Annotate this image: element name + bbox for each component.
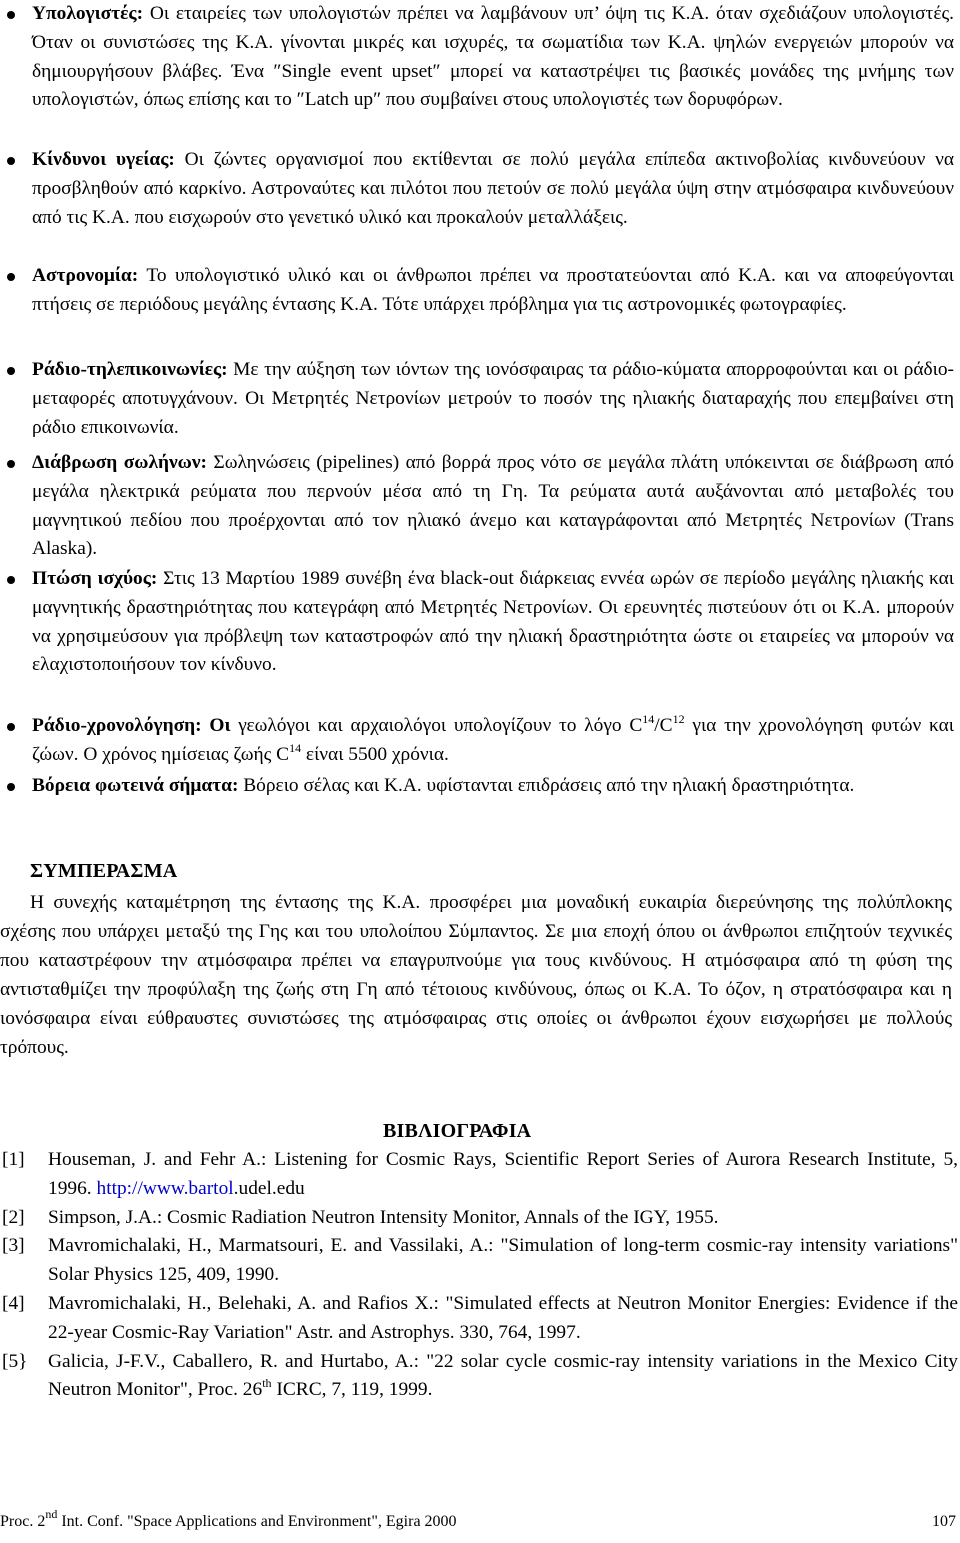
bullet-term: Αστρονομία:	[32, 265, 139, 286]
reference-link-suffix: .udel.edu	[233, 1177, 305, 1199]
superscript: 14	[289, 740, 302, 755]
reference-item	[0, 1232, 958, 1290]
reference-text: Houseman, J. and Fehr A.: Listening for Cosmic Rays, Scientific Report Series of Aurora Research Institute, 5, 1996.	[48, 1149, 958, 1199]
reference-item	[0, 1290, 958, 1348]
bullet-icon	[7, 273, 15, 281]
reference-text: Simpson, J.A.: Cosmic Radiation Neutron Intensity Monitor, Annals of the IGY, 1955.	[48, 1206, 719, 1228]
page-number: 107	[932, 1513, 956, 1530]
footer-text: Int. Conf. "Space Applications and Environment", Egira 2000	[57, 1513, 457, 1530]
reference-number: [4]	[2, 1292, 25, 1314]
conclusion-heading: ΣΥΜΠΕΡΑΣΜΑ	[30, 860, 178, 882]
reference-list	[0, 1146, 958, 1405]
bullet-text: Βόρειο σέλας και Κ.Α. υφίστανται επιδράσεις από την ηλιακή δραστηριότητα.	[238, 775, 855, 796]
footer-text: Proc. 2	[0, 1513, 46, 1530]
bullet-text: Σωληνώσεις (pipelines) από βορρά προς νότο σε μεγάλα πλάτη υπόκεινται σε διάβρωση από μεγάλα ηλεκτρικά ρεύματα που περνούν μέσα από τη Γη. Τα ρεύματα αυτά αυξάνονται από μεταβολές του μαγνητικού πεδίου που προέρχονται από τον ηλιακό άνεμο και καταγράφονται από Μετρητές Νετρονίων (Trans Alaska).	[32, 452, 954, 560]
reference-text: Mavromichalaki, H., Belehaki, A. and Rafios X.: "Simulated effects at Neutron Monitor Energies: Evidence if the 22-year Cosmic-Ray Variation" Astr. and Astrophys. 330, 764, 1997.	[48, 1292, 958, 1343]
list-item-northern-lights	[0, 772, 960, 801]
bullet-text: είναι 5500 χρόνια.	[301, 743, 449, 765]
reference-number: [3]	[2, 1235, 25, 1257]
list-item-astronomy	[0, 262, 960, 320]
reference-number: [2]	[2, 1206, 25, 1228]
bullet-icon	[7, 11, 15, 19]
bullet-term: Βόρεια φωτεινά σήματα:	[32, 775, 239, 796]
superscript: nd	[45, 1507, 58, 1521]
bullet-term: Υπολογιστές:	[32, 3, 144, 24]
superscript: 12	[672, 712, 685, 726]
bullet-text: Με την αύξηση των ιόντων της ιονόσφαιρας τα ράδιο-κύματα απορροφούνται και οι ράδιο-μεταφορές αποτυγχάνουν. Οι Μετρητές Νετρονίων μετρούν το ποσόν της ηλιακής διαταραχής που επεμβαίνει στη ράδιο επικοινωνία.	[32, 359, 954, 438]
reference-number: [5}	[2, 1350, 28, 1372]
bullet-text: γεωλόγοι και αρχαιολόγοι υπολογίζουν το λόγο C	[230, 715, 643, 736]
bibliography-heading: ΒΙΒΛΙΟΓΡΑΦΙΑ	[383, 1120, 532, 1142]
bullet-term: Πτώση ισχύος:	[32, 568, 158, 589]
bullet-term: Κίνδυνοι υγείας:	[32, 149, 175, 170]
reference-item	[0, 1146, 958, 1204]
bullet-icon	[7, 723, 15, 731]
reference-number: [1]	[2, 1149, 25, 1170]
footer-citation	[0, 1507, 457, 1531]
list-item-power-failure	[0, 565, 960, 680]
bullet-term: Διάβρωση σωλήνων:	[32, 452, 207, 473]
conclusion-text: Η συνεχής καταμέτρηση της έντασης της Κ.Α. προσφέρει μια μοναδική ευκαιρία διερεύνησης της πολύπλοκης σχέσης που υπάρχει μεταξύ της Γης και του υπολοίπου Σύμπαντος. Σε μια εποχή όπου οι άνθρωποι επιζητούν τεχνικές που καταστρέφουν την ατμόσφαιρα πρέπει να επαγρυπνούμε για τους κινδύνους. Η ατμόσφαιρα από τη φύση της αντισταθμίζει την προφύλαξη της ζωής στη Γη από τέτοιους κινδύνους, όπως οι Κ.Α. Το όζον, η στρατόσφαιρα και η ιονόσφαιρα είναι εύθραυστες συνιστώσες της ατμόσφαιρας στις οποίες οι άνθρωποι έχουν εισχωρήσει με πολλούς τρόπους.	[0, 892, 952, 1058]
reference-text: Galicia, J-F.V., Caballero, R. and Hurtabo, A.: "22 solar cycle cosmic-ray intensity variations in the Mexico City Neutron Monitor", Proc. 26	[48, 1350, 958, 1401]
bullet-text: για την χρονολόγηση φυτών και ζώων. Ο χρόνος ημίσειας ζωής C	[32, 715, 955, 765]
bullet-text: Οι ζώντες οργανισμοί που εκτίθενται σε πολύ μεγάλα επίπεδα ακτινοβολίας κινδυνεύουν να προσβληθούν από καρκίνο. Αστροναύτες και πιλότοι που πετούν σε πολύ μεγάλα ύψη στην ατμόσφαιρα κινδυνεύουν από τις Κ.Α. που εισχωρούν στο γενετικό υλικό και προκαλούν μεταλλάξεις.	[32, 149, 954, 228]
bullet-icon	[7, 576, 15, 584]
bullet-text: /C	[654, 715, 673, 736]
list-item-pipeline-corrosion	[0, 449, 960, 564]
bullet-icon	[7, 460, 15, 468]
list-item-radio-telecom	[0, 356, 960, 442]
superscript: 14	[642, 712, 655, 726]
reference-item	[0, 1348, 958, 1406]
bullet-icon	[7, 157, 15, 165]
bullet-icon	[7, 783, 15, 791]
list-item-health	[0, 146, 960, 232]
reference-text: Mavromichalaki, H., Marmatsouri, E. and Vassilaki, A.: "Simulation of long-term cosmic-ray intensity variations" Solar Physics 125, 409, 1990.	[48, 1235, 958, 1286]
bullet-text: Το υπολογιστικό υλικό και οι άνθρωποι πρέπει να προστατεύονται από Κ.Α. και να αποφεύγονται πτήσεις σε περιόδους μεγάλης έντασης Κ.Α. Τότε υπάρχει πρόβλημα για τις αστρονομικές φωτογραφίες.	[32, 265, 954, 315]
superscript: th	[262, 1376, 272, 1391]
reference-text: ICRC, 7, 119, 1999.	[271, 1379, 433, 1401]
bullet-text: Οι εταιρείες των υπολογιστών πρέπει να λαμβάνουν υπ’ όψη τις Κ.Α. όταν σχεδιάζουν υπολογιστές. Όταν οι συνιστώσες της Κ.Α. γίνονται μικρές και ισχυρές, τα σωματίδια των Κ.Α. ψηλών ενεργειών μπορούν να δημιουργήσουν βλάβες. Ένα ″Single event upset″ μπορεί να καταστρέψει τις βασικές μονάδες της μνήμης των υπολογιστών, όπως επίσης και το ″Latch up″ που συμβαίνει στους υπολογιστές των δορυφόρων.	[32, 3, 954, 111]
reference-item	[0, 1204, 958, 1233]
bullet-term: Ράδιο-τηλεπικοινωνίες:	[32, 359, 228, 380]
bullet-term: Ράδιο-χρονολόγηση: Οι	[32, 715, 231, 736]
list-item-radio-dating	[0, 712, 960, 770]
bullet-icon	[7, 367, 15, 375]
bullet-text: Στις 13 Μαρτίου 1989 συνέβη ένα black-out διάρκειας εννέα ωρών σε περίοδο μεγάλης ηλιακής και μαγνητικής δραστηριότητας που κατεγράφη από Μετρητές Νετρονίων. Οι ερευνητές πιστεύουν ότι οι Κ.Α. μπορούν να χρησιμεύσουν για πρόβλεψη των καταστροφών από την ηλιακή δραστηριότητα ώστε οι εταιρείες να μπορούν να ελαχιστοποιήσουν τον κίνδυνο.	[32, 568, 954, 676]
conclusion-paragraph	[0, 889, 952, 1062]
reference-link[interactable]: http://www.bartol	[96, 1177, 234, 1199]
list-item-computers	[0, 0, 960, 115]
